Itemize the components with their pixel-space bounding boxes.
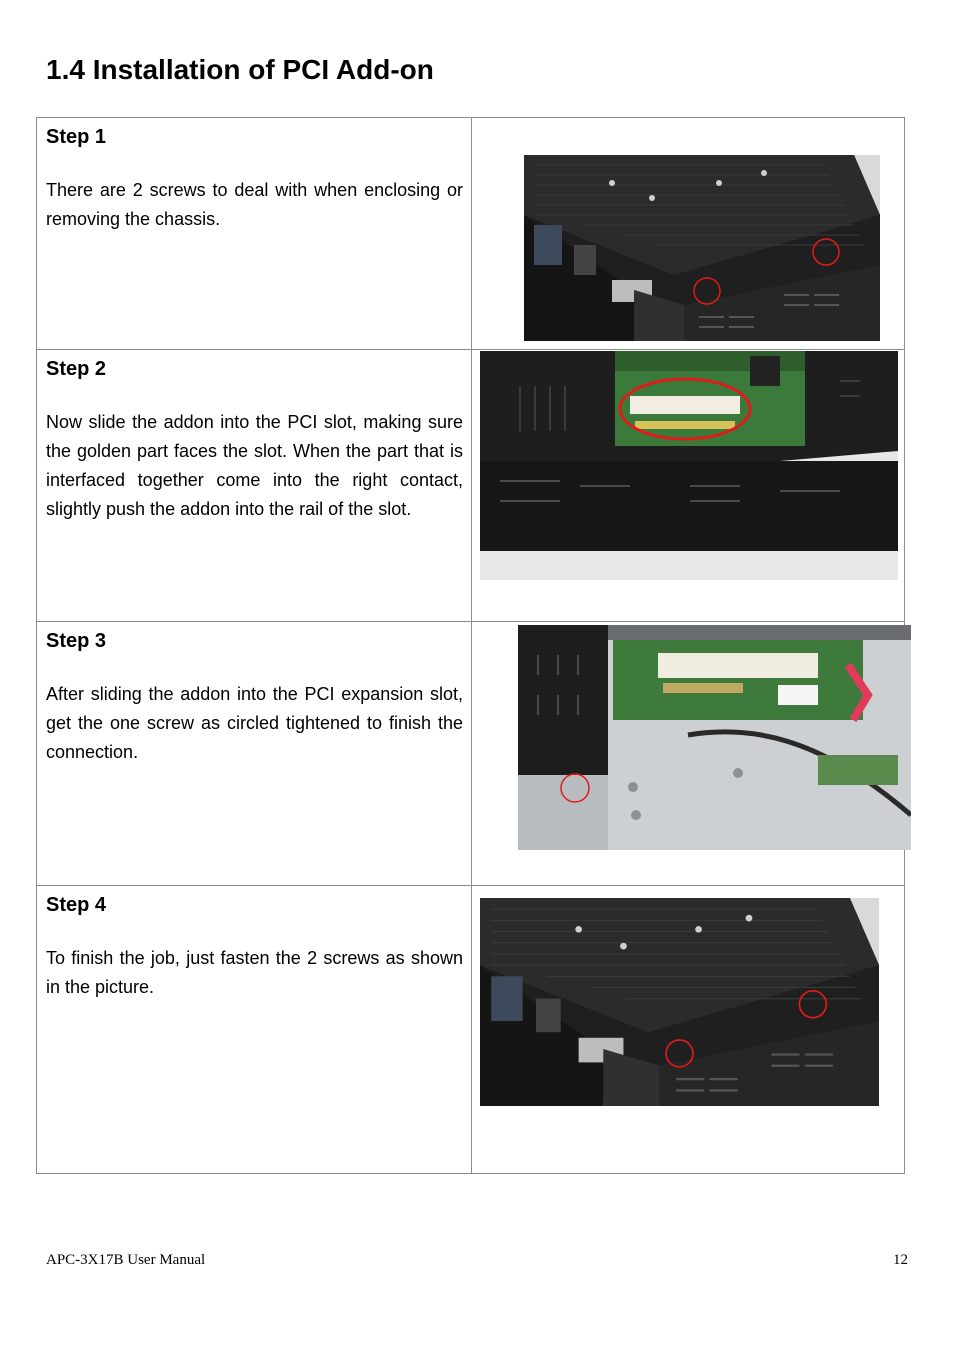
step-4-heading: Step 4 [46,894,107,916]
expansion-screw-photo [518,625,911,850]
step-2-text-cell [37,350,472,622]
step-1-heading: Step 1 [46,126,107,148]
step-1-photo-cell [472,118,905,350]
chassis-rear-screws-photo [524,155,880,341]
pci-slot-photo [480,351,898,580]
step-1-body: There are 2 screws to deal with when enclosing or removing the chassis. [46,180,463,229]
step-row-2 [37,350,905,622]
steps-table [36,117,905,1174]
step-2-heading: Step 2 [46,358,107,380]
step-row-4 [37,886,905,1174]
step-2-photo-cell [472,350,905,622]
page-title: 1.4 Installation of PCI Add-on [46,54,434,85]
step-4-text-cell [37,886,472,1174]
step-3-text-cell [37,622,472,886]
step-4-photo-cell [472,886,905,1174]
step-row-1 [37,118,905,350]
step-1-text-cell [37,118,472,350]
footer-page-number: 12 [893,1252,908,1268]
step-row-3 [37,622,905,886]
footer-manual-name: APC-3X17B User Manual [46,1252,206,1268]
step-4-body: To finish the job, just fasten the 2 screws as shown in the picture. [46,948,463,997]
step-2-body: Now slide the addon into the PCI slot, making sure the golden part faces the slot. When the part that is interfaced together come into the right contact, slightly push the addon into the rail of the slot. [46,412,463,519]
step-3-heading: Step 3 [46,630,107,652]
step-3-body: After sliding the addon into the PCI expansion slot, get the one screw as circled tightened to finish the connection. [46,684,463,762]
step-3-photo-cell [472,622,905,886]
chassis-rear-screws-photo [480,898,879,1106]
